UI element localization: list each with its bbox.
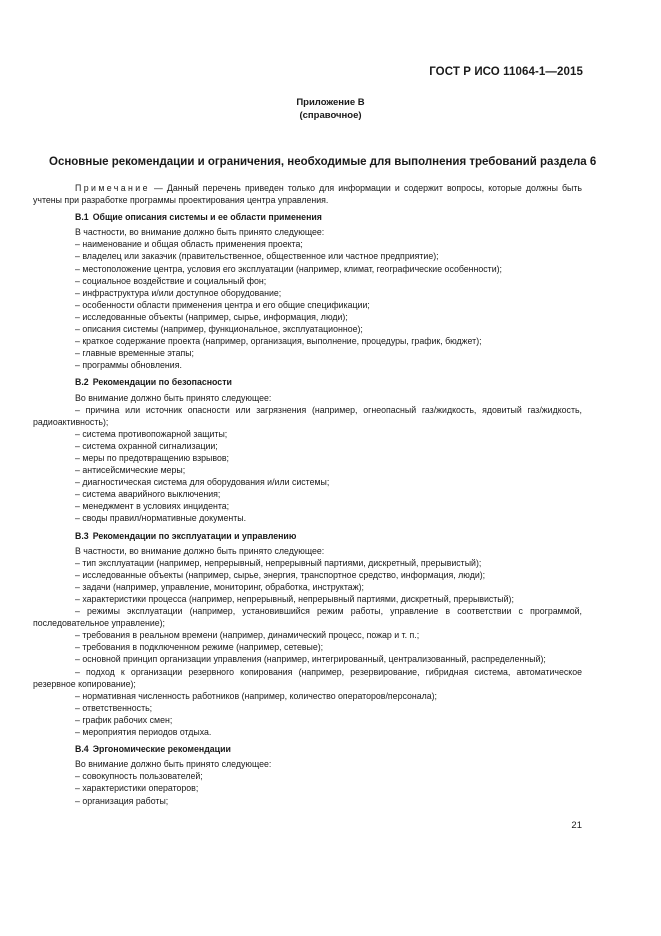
- list-item: – система охранной сигнализации;: [75, 440, 218, 451]
- list-item: – задачи (например, управление, мониторинг, обработка, инструктаж);: [75, 581, 364, 592]
- section-intro: В частности, во внимание должно быть принято следующее:: [75, 545, 325, 556]
- section-heading: В.3 Рекомендации по эксплуатации и управлению: [75, 530, 297, 541]
- section-intro: Во внимание должно быть принято следующее:: [75, 392, 272, 403]
- list-item: – менеджмент в условиях инцидента;: [75, 501, 230, 512]
- section-intro: В частности, во внимание должно быть принято следующее:: [75, 227, 325, 238]
- list-item: – требования в реальном времени (например, динамический процесс, пожар и т. п.;: [75, 630, 420, 641]
- list-item: – совокупность пользователей;: [75, 771, 203, 782]
- note-label: Примечание: [75, 183, 150, 193]
- list-item: – местоположение центра, условия его эксплуатации (например, климат, географические особенности);: [75, 263, 502, 274]
- list-item: – причина или источник опасности или загрязнения (например, огнеопасный газ/жидкость, ядовитый газ/жидкость, радиоактивность);: [33, 404, 582, 427]
- list-item: – характеристики операторов;: [75, 783, 199, 794]
- list-item: – программы обновления.: [75, 360, 182, 371]
- list-item: – система противопожарной защиты;: [75, 428, 228, 439]
- list-item: – ответственность;: [75, 702, 153, 713]
- list-item: – подход к организации резервного копирования (например, резервирование, гибридная система, автоматическое резервное копирование);: [33, 666, 582, 689]
- list-item: – наименование и общая область применения проекта;: [75, 239, 303, 250]
- list-item: – режимы эксплуатации (например, установившийся режим работы, управление в соответствии с программой, последовательное управление);: [33, 606, 582, 629]
- annex-subtitle: (справочное): [299, 110, 362, 121]
- main-title: Основные рекомендации и ограничения, необходимые для выполнения требований раздела 6: [49, 156, 597, 168]
- list-item: – тип эксплуатации (например, непрерывный, непрерывный партиями, дискретный, прерывистый);: [75, 557, 482, 568]
- list-item: – краткое содержание проекта (например, организация, выполнение, процедуры, график, бюджет);: [75, 336, 482, 347]
- list-item: – мероприятия периодов отдыха.: [75, 727, 212, 738]
- list-item: – описания системы (например, функциональное, эксплуатационное);: [75, 324, 363, 335]
- note-text: — Данный перечень приведен только для информации и содержит вопросы, которые должны быть учтены при разработке программы проектирования центра управления.: [33, 183, 582, 206]
- list-item: – исследованные объекты (например, сырье, энергия, транспортное средство, информация, люди);: [75, 569, 486, 580]
- section-intro: Во внимание должно быть принято следующее:: [75, 759, 272, 770]
- section-heading: В.4 Эргономические рекомендации: [75, 744, 231, 755]
- section-heading: В.1 Общие описания системы и ее области применения: [75, 212, 322, 223]
- document-code: ГОСТ Р ИСО 11064-1—2015: [429, 66, 583, 78]
- page-number: 21: [571, 820, 582, 831]
- list-item: – социальное воздействие и социальный фон;: [75, 275, 267, 286]
- list-item: – антисейсмические меры;: [75, 465, 186, 476]
- list-item: – основной принцип организации управления (например, интегрированный, централизованный, распределенный);: [75, 654, 546, 665]
- note-paragraph: [33, 182, 582, 206]
- list-item: – главные временные этапы;: [75, 348, 194, 359]
- list-item: – график рабочих смен;: [75, 714, 173, 725]
- list-item: – владелец или заказчик (правительственное, общественное или частное предприятие);: [75, 251, 439, 262]
- list-item: – система аварийного выключения;: [75, 489, 221, 500]
- document-body: [33, 182, 582, 807]
- list-item: – организация работы;: [75, 795, 169, 806]
- list-item: – инфраструктура и/или доступное оборудование;: [75, 287, 282, 298]
- annex-title: Приложение В: [296, 97, 365, 108]
- list-item: – своды правил/нормативные документы.: [75, 513, 247, 524]
- list-item: – диагностическая система для оборудования и/или системы;: [75, 477, 330, 488]
- list-item: – особенности области применения центра и его общие спецификации;: [75, 299, 370, 310]
- list-item: – характеристики процесса (например, непрерывный, непрерывный партиями, дискретный, прерывистый);: [75, 594, 514, 604]
- list-item: – меры по предотвращению взрывов;: [75, 452, 229, 463]
- list-item: – исследованные объекты (например, сырье, информация, люди);: [75, 311, 348, 322]
- list-item: – нормативная численность работников (например, количество операторов/персонала);: [75, 690, 437, 701]
- section-heading: В.2 Рекомендации по безопасности: [75, 377, 232, 388]
- list-item: – требования в подключенном режиме (например, сетевые);: [75, 642, 324, 653]
